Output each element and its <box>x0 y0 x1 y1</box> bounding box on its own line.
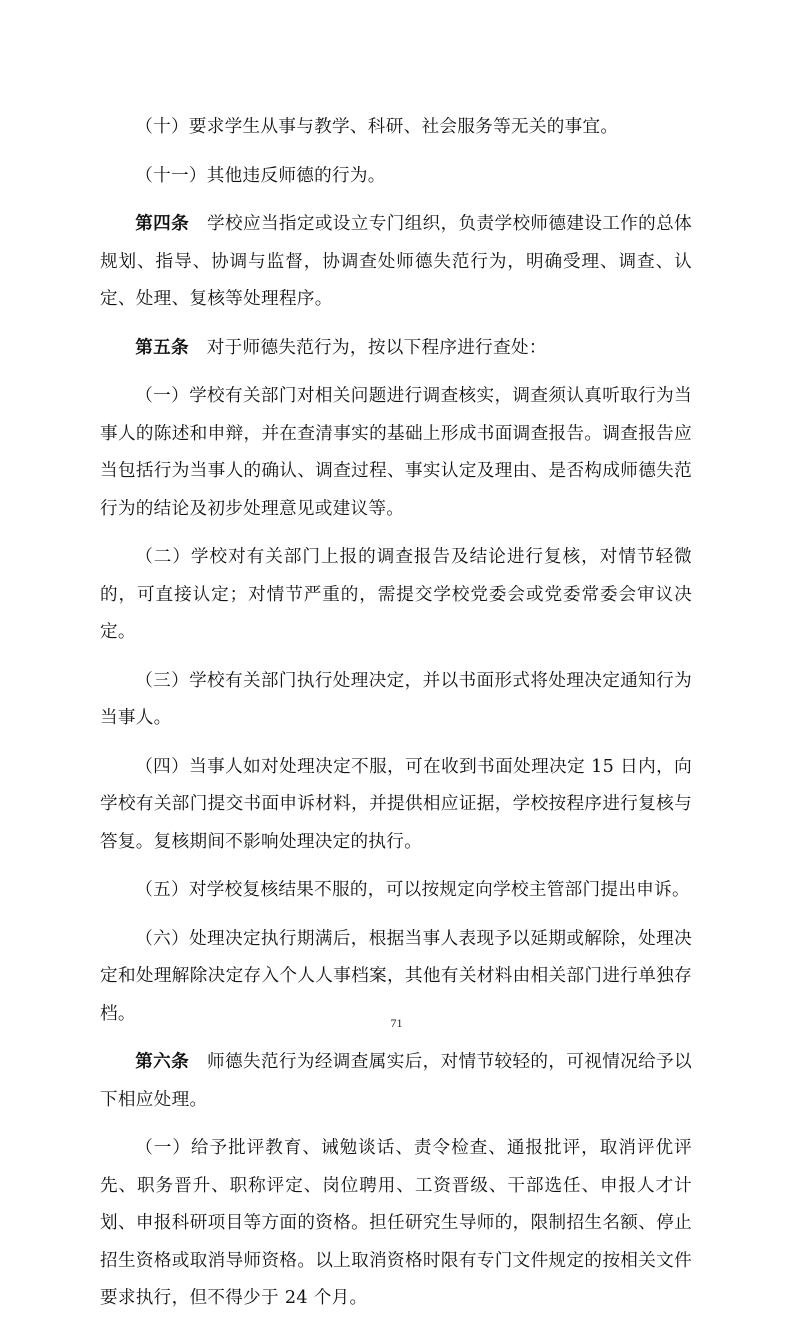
article-heading: 第六条 <box>135 1052 190 1072</box>
page-number: 71 <box>390 1016 403 1030</box>
paragraph-text: （四）当事人如对处理决定不服，可在收到书面处理决定 15 日内，向学校有关部门提交书面申诉材料，并提供相应证据，学校按程序进行复核与答复。复核期间不影响处理决定的执行。 <box>100 756 692 852</box>
paragraph-text: （五）对学校复核结果不服的，可以按规定向学校主管部门提出申诉。 <box>135 880 690 900</box>
procedure-item-4 <box>100 749 692 862</box>
article-heading: 第五条 <box>135 337 189 358</box>
paragraph-text: （十一）其他违反师德的行为。 <box>135 165 386 186</box>
article-6 <box>100 1044 692 1119</box>
paragraph-text: （一）学校有关部门对相关问题进行调查核实，调查须认真听取行为当事人的陈述和申辩，并在查清事实的基础上形成书面调查报告。调查报告应当包括行为当事人的确认、调查过程、事实认定及理由、是否构成师德失范行为的结论及初步处理意见或建议等。 <box>100 386 692 519</box>
paragraph-text: （十）要求学生从事与教学、科研、社会服务等无关的事宜。 <box>135 117 619 137</box>
article-5 <box>100 330 692 368</box>
paragraph-text: 对于师德失范行为，按以下程序进行查处： <box>188 337 547 358</box>
article-heading: 第四条 <box>135 214 190 234</box>
paragraph-text: （二）学校对有关部门上报的调查报告及结论进行复核，对情节轻微的，可直接认定；对情节严重的，需提交学校党委会或党委常委会审议决定。 <box>100 547 692 642</box>
penalty-item-1 <box>100 1130 692 1318</box>
clause-10 <box>100 109 692 147</box>
article-4 <box>100 206 692 319</box>
procedure-item-1 <box>100 378 692 528</box>
procedure-item-3 <box>100 663 692 738</box>
clause-11 <box>100 158 692 196</box>
procedure-item-5 <box>100 872 692 910</box>
paragraph-text: 学校应当指定或设立专门组织，负责学校师德建设工作的总体规划、指导、协调与监督，协调查处师德失范行为，明确受理、调查、认定、处理、复核等处理程序。 <box>100 214 693 309</box>
paragraph-text: （一）给予批评教育、诫勉谈话、责令检查、通报批评，取消评优评先、职务晋升、职称评定、岗位聘用、工资晋级、干部选任、申报人才计划、申报科研项目等方面的资格。担任研究生导师的，限制招生名额、停止招生资格或取消导师资格。以上取消资格时限有专门文件规定的按相关文件要求执行，但不得少于 24 个月。 <box>100 1138 692 1308</box>
document-body <box>100 109 692 1329</box>
paragraph-text: 师德失范行为经调查属实后，对情节较轻的，可视情况给予以下相应处理。 <box>100 1052 693 1110</box>
paragraph-text: （三）学校有关部门执行处理决定，并以书面形式将处理决定通知行为当事人。 <box>100 670 692 728</box>
procedure-item-2 <box>100 539 692 652</box>
paragraph-text: （六）处理决定执行期满后，根据当事人表现予以延期或解除，处理决定和处理解除决定存入个人人事档案，其他有关材料由相关部门进行单独存档。 <box>100 928 692 1024</box>
